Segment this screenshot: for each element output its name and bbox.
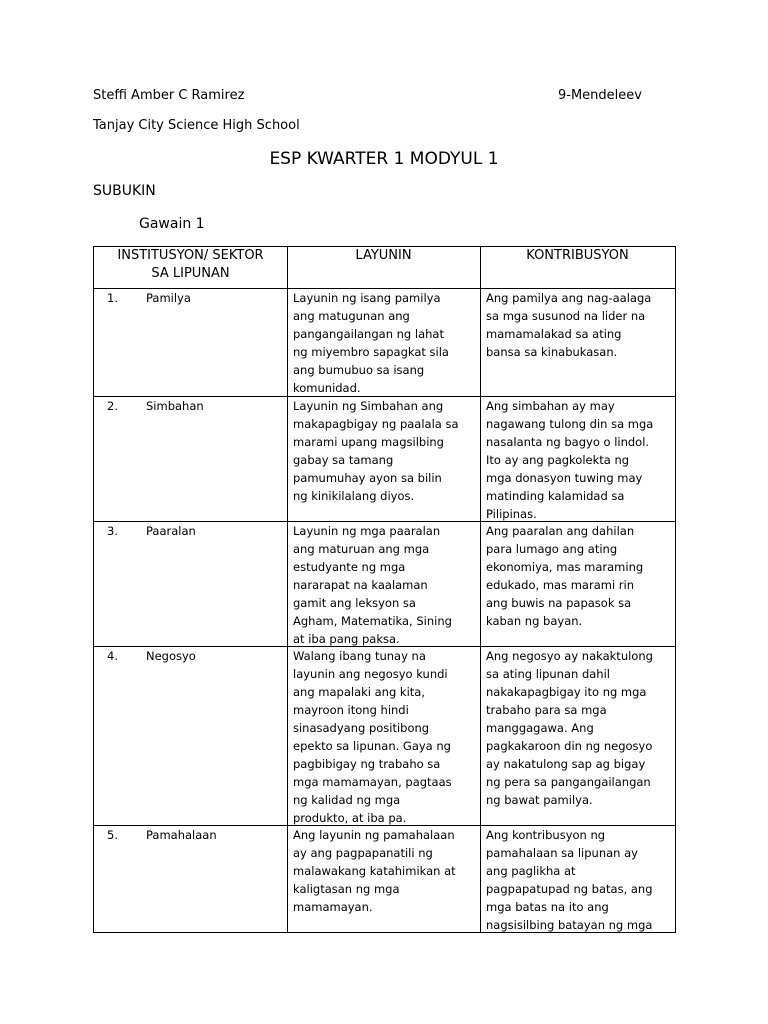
cell-line: ay nakatulong sap ag bigay [486,757,646,771]
cell-line: layunin ang negosyo kundi [293,667,448,681]
header-line: INSTITUSYON/ SEKTOR [117,248,264,263]
cell-line: nagawang tulong din sa mga [486,417,654,431]
cell-line: kaligtasan ng mga [293,882,400,896]
cell-line: estudyante ng mga [293,560,406,574]
cell-line: Layunin ng isang pamilya [293,291,441,305]
cell-line: Ang negosyo ay nakaktulong [486,649,653,663]
cell-line: pamahalaan sa lipunan ay [486,846,638,860]
activity-table [93,246,676,933]
header-line: SA LIPUNAN [151,266,230,281]
cell-line: sa mga susunod na lider na [486,309,646,323]
cell-line: ekonomiya, mas maraming [486,560,644,574]
kontribusyon-cell [486,522,643,630]
cell-line: ang mapalaki ang kita, [293,685,425,699]
column-divider [480,247,481,932]
cell-line: bansa sa kinabukasan. [486,345,618,359]
cell-line: produkto, at iba pa. [293,811,407,825]
institusyon-cell: Pamahalaan [146,828,217,842]
student-section: 9-Mendeleev [558,88,642,103]
cell-line: ng kinikilalang diyos. [293,489,415,503]
cell-line: Agham, Matematika, Sining [293,614,452,628]
cell-line: edukado, mas marami rin [486,578,635,592]
cell-line: para lumago ang ating [486,542,618,556]
layunin-cell [293,397,459,505]
cell-line: epekto sa lipunan. Gaya ng [293,739,451,753]
cell-line: ang paglikha at [486,864,576,878]
layunin-cell [293,289,449,397]
layunin-cell [293,826,456,916]
cell-line: Layunin ng mga paaralan [293,524,441,538]
cell-line: makapagbigay ng paalala sa [293,417,459,431]
student-name: Steffi Amber C Ramirez [93,88,245,103]
cell-line: Ang layunin ng pamahalaan [293,828,455,842]
cell-line: trabaho para sa mga [486,703,607,717]
layunin-cell [293,522,452,648]
header-line: KONTRIBUSYON [526,248,629,263]
cell-line: Walang ibang tunay na [293,649,426,663]
header-line: LAYUNIN [355,248,412,263]
school-name: Tanjay City Science High School [93,118,300,133]
cell-line: malawakang katahimikan at [293,864,456,878]
cell-line: mayroon itong hindi [293,703,409,717]
row-number: 4. [107,649,118,663]
cell-line: nagsisilbing batayan ng mga [486,918,653,932]
cell-line: kaban ng bayan. [486,614,583,628]
cell-line: pagkakaroon din ng negosyo [486,739,653,753]
cell-line: pagpapatupad ng batas, ang [486,882,653,896]
cell-line: mamamayan. [293,900,373,914]
cell-line: mamamalakad sa ating [486,327,622,341]
cell-line: ang bumubuo sa isang [293,363,425,377]
cell-line: ng bawat pamilya. [486,793,593,807]
column-header-kontribusyon [480,247,675,265]
cell-line: marami upang magsilbing [293,435,444,449]
cell-line: ng kalidad ng mga [293,793,401,807]
cell-line: nararapat na kaalaman [293,578,428,592]
cell-line: komunidad. [293,381,361,395]
kontribusyon-cell [486,397,653,523]
cell-line: ang matugunan ang [293,309,410,323]
section-heading: SUBUKIN [93,183,156,199]
row-number: 3. [107,524,118,538]
institusyon-cell: Pamilya [146,291,191,305]
cell-line: ay ang pagpapanatili ng [293,846,433,860]
layunin-cell [293,647,452,827]
column-header-layunin [287,247,480,265]
cell-line: ng pera sa pangangailangan [486,775,651,789]
cell-line: sa ating lipunan dahil [486,667,610,681]
activity-heading: Gawain 1 [139,216,205,232]
cell-line: gamit ang leksyon sa [293,596,416,610]
column-divider [287,247,288,932]
cell-line: at iba pang paksa. [293,632,400,646]
cell-line: nasalanta ng bagyo o lindol. [486,435,650,449]
kontribusyon-cell [486,647,653,809]
cell-line: Ang simbahan ay may [486,399,615,413]
cell-line: sinasadyang positibong [293,721,430,735]
document-title: ESP KWARTER 1 MODYUL 1 [269,149,499,169]
cell-line: gabay sa tamang [293,453,394,467]
cell-line: Pilipinas. [486,507,537,521]
row-number: 1. [107,291,118,305]
cell-line: ng miyembro sapagkat sila [293,345,449,359]
kontribusyon-cell [486,826,653,934]
cell-line: ang buwis na papasok sa [486,596,632,610]
institusyon-cell: Negosyo [146,649,196,663]
cell-line: mga batas na ito ang [486,900,609,914]
row-number: 2. [107,399,118,413]
cell-line: Ang paaralan ang dahilan [486,524,635,538]
cell-line: Ang pamilya ang nag-aalaga [486,291,652,305]
cell-line: pangangailangan ng lahat [293,327,444,341]
cell-line: Ang kontribusyon ng [486,828,606,842]
cell-line: matinding kalamidad sa [486,489,625,503]
column-header-institusyon [94,247,287,283]
institusyon-cell: Paaralan [146,524,196,538]
kontribusyon-cell [486,289,651,361]
cell-line: pamumuhay ayon sa bilin [293,471,442,485]
cell-line: Ito ay ang pagkolekta ng [486,453,630,467]
cell-line: pagbibigay ng trabaho sa [293,757,441,771]
cell-line: mga donasyon tuwing may [486,471,643,485]
cell-line: ang maturuan ang mga [293,542,430,556]
institusyon-cell: Simbahan [146,399,204,413]
cell-line: Layunin ng Simbahan ang [293,399,444,413]
cell-line: mga mamamayan, pagtaas [293,775,452,789]
cell-line: manggagawa. Ang [486,721,594,735]
row-number: 5. [107,828,118,842]
cell-line: nakakapagbigay ito ng mga [486,685,647,699]
